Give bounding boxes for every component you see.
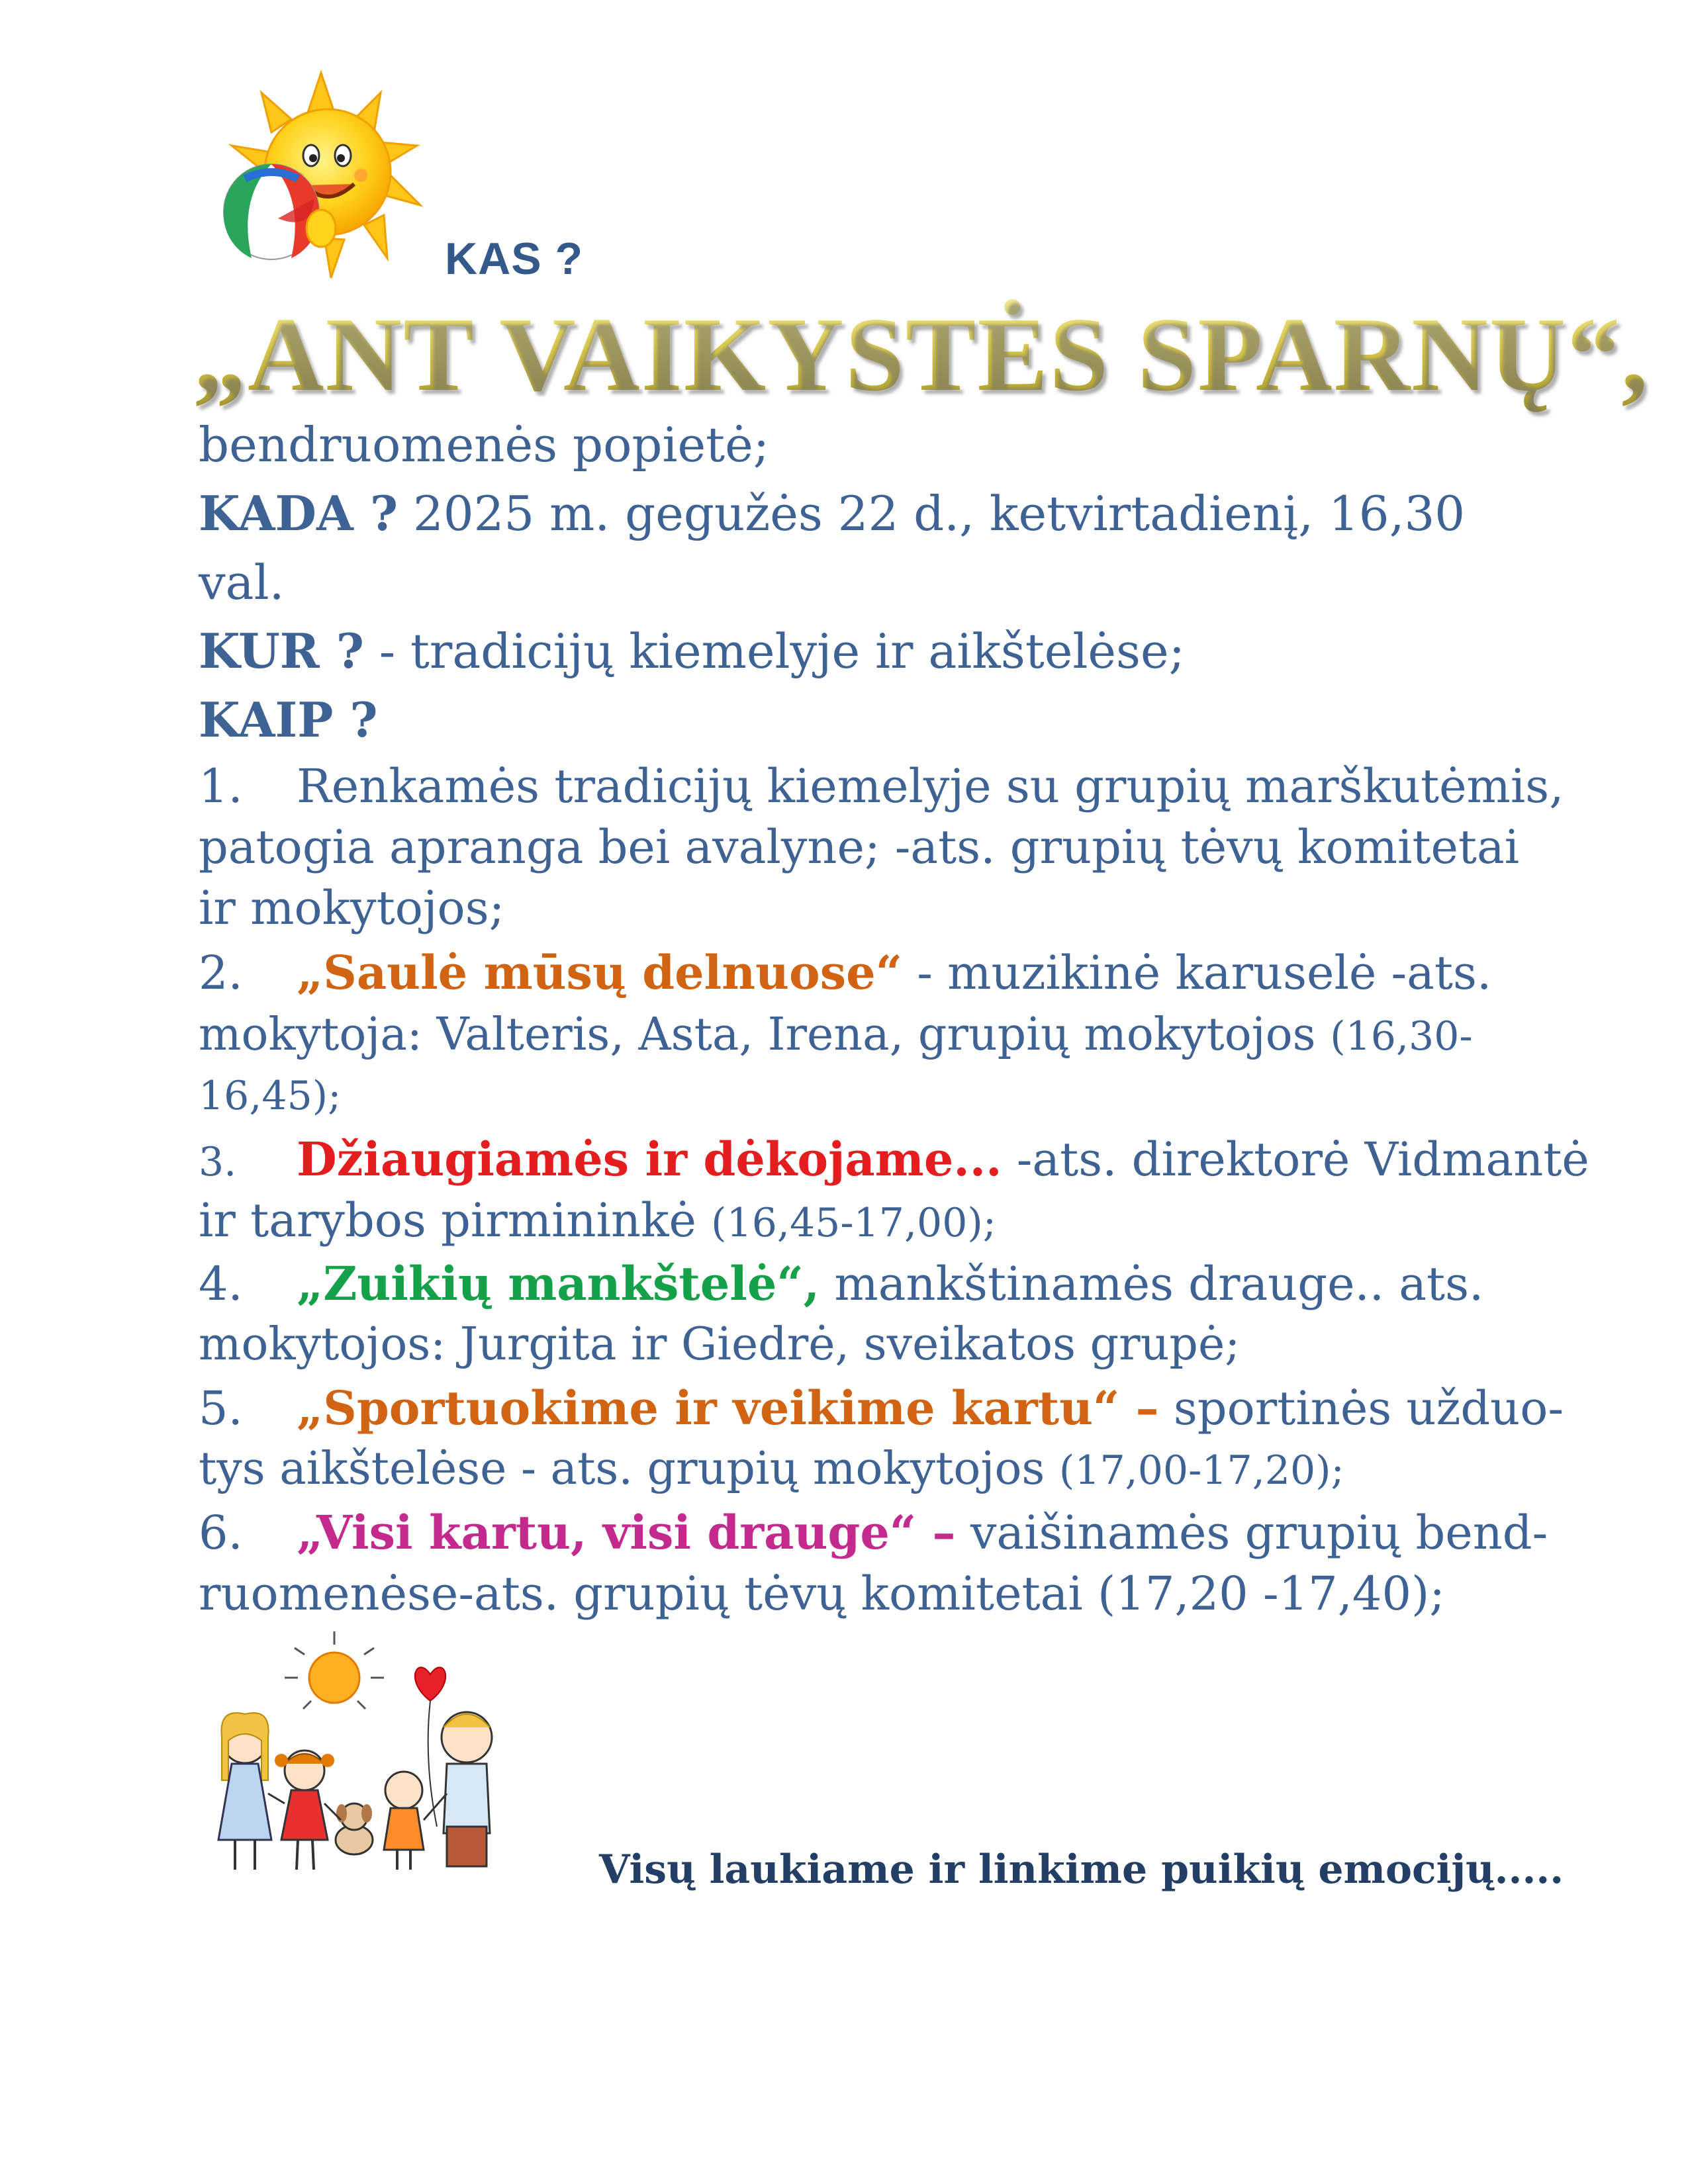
list-item-3: [199, 1128, 1589, 1194]
list-item-4: [199, 1252, 1483, 1316]
sun-with-beach-ball-icon: [199, 66, 444, 285]
list-item-number: 4.: [199, 1257, 243, 1311]
list-item-time: (17,00-17,20);: [1058, 1447, 1344, 1494]
kada-row: [199, 482, 1465, 545]
kur-value: - tradicijų kiemelyje ir aikštelėse;: [363, 623, 1185, 679]
list-item-1-continued: ir mokytojos;: [199, 881, 505, 935]
kur-row: [199, 619, 1185, 683]
closing-message: Visų laukiame ir linkime puikių emocijų.....: [599, 1846, 1564, 1893]
event-title: „ANT VAIKYSTĖS SPARNŲ“,: [193, 291, 1649, 417]
list-item-title: „Sportuokime ir veikime kartu“ –: [297, 1381, 1159, 1435]
list-item-time: (16,45-17,00);: [711, 1200, 997, 1246]
list-item-4-continued: mokytojos: Jurgita ir Giedrė, sveikatos grupė;: [199, 1318, 1241, 1371]
event-subtitle: bendruomenės popietė;: [199, 417, 769, 473]
list-item-2: [199, 941, 1491, 1005]
list-item-2-time-continued: 16,45);: [199, 1073, 342, 1119]
family-children-dog-balloon-icon: [205, 1628, 602, 1893]
list-item-number: 1.: [199, 759, 243, 813]
list-item-5: [199, 1377, 1564, 1440]
list-item-2-continued: [199, 1003, 1473, 1068]
list-item-text: vaišinamės grupių bend-: [955, 1506, 1548, 1560]
kas-heading: KAS ?: [445, 234, 583, 284]
kada-value-continued: val.: [199, 555, 285, 610]
list-item-3-continued: [199, 1189, 996, 1255]
list-item-title: „Visi kartu, visi drauge“ –: [297, 1505, 956, 1560]
list-item-number: 2.: [199, 946, 243, 1000]
list-item-1-continued: patogia apranga bei avalyne; -ats. grupių tėvų komitetai: [199, 820, 1520, 874]
list-item-title: „Zuikių mankštelė“,: [297, 1256, 820, 1311]
list-item-text: tys aikštelėse - ats. grupių mokytojos: [199, 1443, 1059, 1495]
list-item-text: mankštinamės drauge.. ats.: [820, 1257, 1484, 1311]
kur-label: KUR ?: [199, 623, 364, 679]
list-item-text: sportinės užduo-: [1158, 1381, 1564, 1435]
list-item-text: -ats. direktorė Vidmantė: [1002, 1132, 1589, 1187]
list-item-6-continued: ruomenėse-ats. grupių tėvų komitetai (17,20 -17,40);: [199, 1567, 1445, 1621]
list-item-text: Renkamės tradicijų kiemelyje su grupių marškutėmis,: [297, 759, 1564, 813]
kada-label: KADA ?: [199, 485, 399, 541]
list-item-number: 5.: [199, 1381, 243, 1435]
list-item-number: 3.: [199, 1139, 237, 1185]
list-item-number: 6.: [199, 1506, 243, 1560]
list-item-title: Džiaugiamės ir dėkojame...: [297, 1132, 1002, 1187]
list-item-text: ir tarybos pirmininkė: [199, 1193, 712, 1248]
list-item-5-continued: [199, 1437, 1344, 1502]
kada-value: 2025 m. gegužės 22 d., ketvirtadienį, 16,30: [398, 486, 1466, 541]
list-item-text: - muzikinė karuselė -ats.: [902, 946, 1492, 1000]
list-item-6: [199, 1501, 1548, 1565]
list-item-text: mokytoja: Valteris, Asta, Irena, grupių mokytojos: [199, 1009, 1331, 1061]
list-item-1: [199, 754, 1564, 818]
kaip-label: KAIP ?: [199, 692, 378, 748]
list-item-title: „Saulė mūsų delnuose“: [297, 945, 902, 1000]
list-item-time: (16,30-: [1330, 1013, 1473, 1060]
